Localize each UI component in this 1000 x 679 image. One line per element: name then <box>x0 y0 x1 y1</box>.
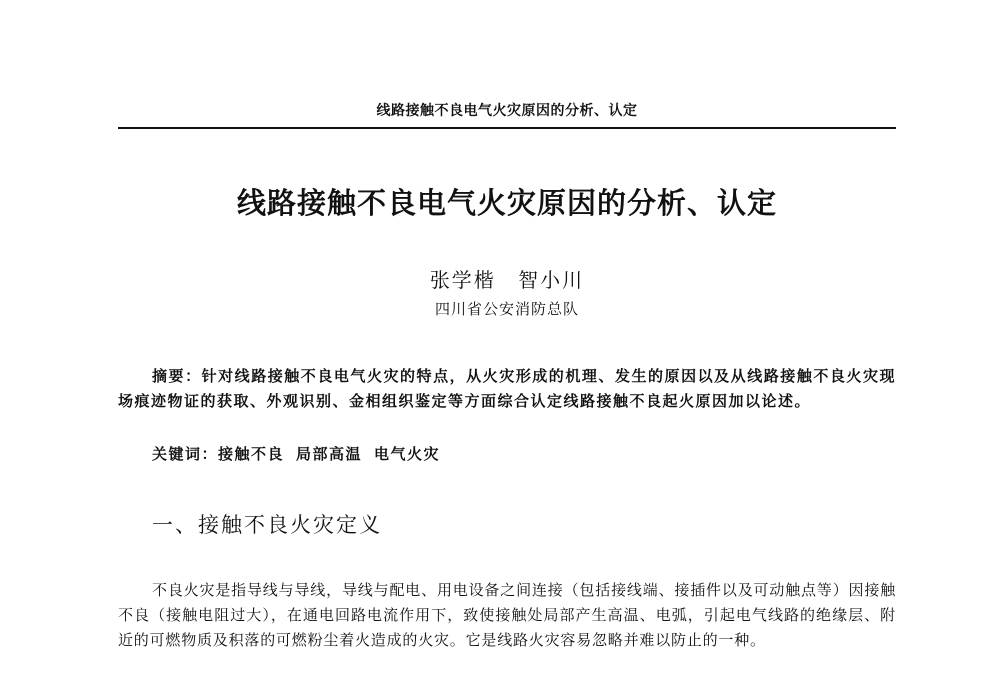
author-name: 张学楷 <box>429 268 496 292</box>
keywords-label: 关键词： <box>152 445 219 463</box>
keyword: 接触不良 <box>218 445 285 463</box>
authors <box>118 264 896 293</box>
abstract <box>118 364 896 414</box>
section-heading: 一、接触不良火灾定义 <box>152 513 382 537</box>
affiliation: 四川省公安消防总队 <box>434 300 579 318</box>
abstract-text: 针对线路接触不良电气火灾的特点，从火灾形成的机理、发生的原因以及从线路接触不良火灾现场痕迹物证的获取、外观识别、金相组织鉴定等方面综合认定线路接触不良起火原因加以论述。 <box>118 367 896 410</box>
keyword: 电气火灾 <box>374 445 441 463</box>
header-rule <box>118 127 896 129</box>
paper-title: 线路接触不良电气火灾原因的分析、认定 <box>236 186 777 220</box>
keywords <box>152 443 452 464</box>
body-paragraph: 不良火灾是指导线与导线，导线与配电、用电设备之间连接（包括接线端、接插件以及可动触点等）因接触不良（接触电阻过大），在通电回路电流作用下，致使接触处局部产生高温、电弧，引起电气线路的绝缘层、附近的可燃物质及积落的可燃粉尘着火造成的火灾。它是线路火灾容易忽略并难以防止的一种。 <box>118 581 896 649</box>
abstract-label: 摘要： <box>152 367 202 385</box>
running-header: 线路接触不良电气火灾原因的分析、认定 <box>376 103 638 119</box>
keyword: 局部高温 <box>296 445 363 463</box>
author-name: 智小川 <box>518 268 585 292</box>
